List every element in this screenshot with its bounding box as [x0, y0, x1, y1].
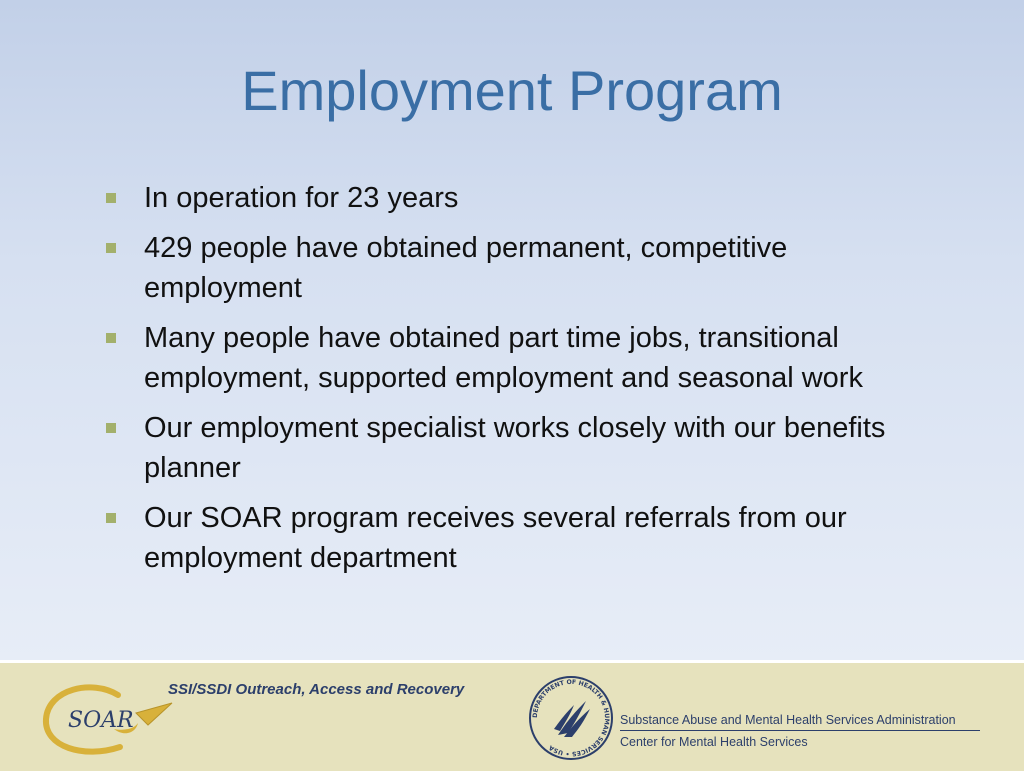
samhsa-name: Substance Abuse and Mental Health Services Administration [620, 713, 956, 727]
bullet-text: Our employment specialist works closely with our benefits planner [144, 412, 886, 484]
cmhs-name: Center for Mental Health Services [620, 735, 808, 749]
footer-banner [0, 660, 1024, 771]
bullet-item [104, 498, 924, 578]
bullet-text: In operation for 23 years [144, 182, 459, 214]
square-bullet-icon [106, 333, 116, 343]
bullet-item [104, 408, 924, 488]
soar-logo-text: SOAR [68, 708, 134, 733]
soar-tagline: SSI/SSDI Outreach, Access and Recovery [168, 681, 465, 698]
bullet-item [104, 228, 924, 308]
bullet-text: Our SOAR program receives several referrals from our employment department [144, 502, 847, 574]
bullet-item [104, 178, 924, 218]
divider [620, 730, 980, 731]
square-bullet-icon [106, 513, 116, 523]
square-bullet-icon [106, 193, 116, 203]
bullet-list [104, 178, 924, 588]
bullet-text: 429 people have obtained permanent, competitive employment [144, 232, 788, 304]
seal-text: DEPARTMENT OF HEALTH & HUMAN SERVICES • USA [531, 678, 611, 758]
square-bullet-icon [106, 243, 116, 253]
slide-title: Employment Program [241, 59, 783, 122]
bullet-text: Many people have obtained part time jobs, transitional employment, supported employment and seasonal work [144, 322, 863, 394]
hhs-seal [528, 675, 614, 761]
square-bullet-icon [106, 423, 116, 433]
bullet-item [104, 318, 924, 398]
